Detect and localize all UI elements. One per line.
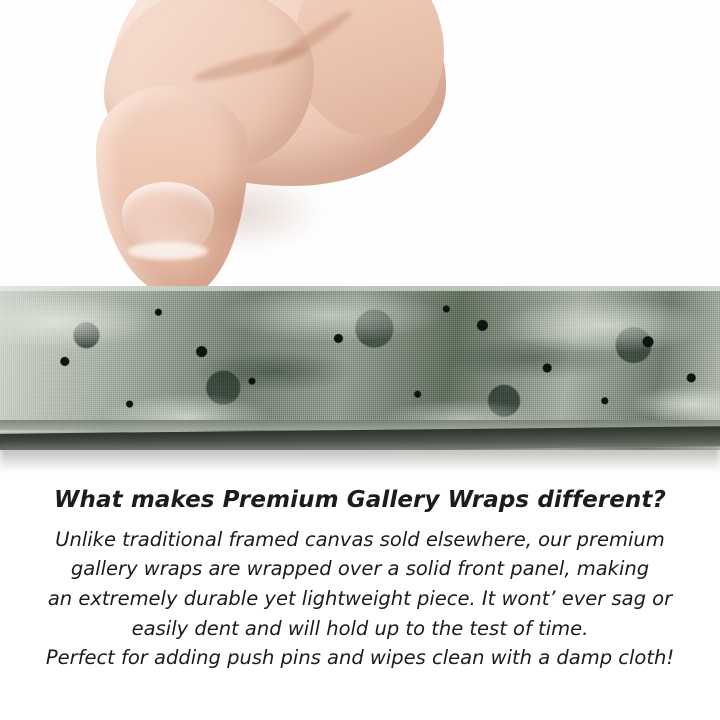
caption-line: gallery wraps are wrapped over a solid front panel, making bbox=[70, 557, 650, 581]
canvas-drop-shadow bbox=[0, 446, 720, 472]
hand-shadow bbox=[156, 172, 326, 252]
canvas-edge-strip bbox=[0, 286, 720, 450]
caption-title: What makes Premium Gallery Wraps different? bbox=[54, 487, 666, 513]
caption-block bbox=[0, 486, 720, 673]
caption-line: an extremely durable yet lightweight piece. It wont’ ever sag or bbox=[47, 587, 673, 610]
canvas-top-highlight bbox=[0, 286, 720, 291]
caption-line: Unlike traditional framed canvas sold elsewhere, our premium bbox=[55, 527, 665, 551]
product-photo bbox=[0, 0, 720, 300]
caption-body bbox=[0, 525, 720, 673]
caption-line: easily dent and will hold up to the test of time. bbox=[131, 616, 589, 640]
hand-icon bbox=[96, 0, 456, 300]
caption-line: Perfect for adding push pins and wipes clean with a damp cloth! bbox=[45, 646, 675, 670]
